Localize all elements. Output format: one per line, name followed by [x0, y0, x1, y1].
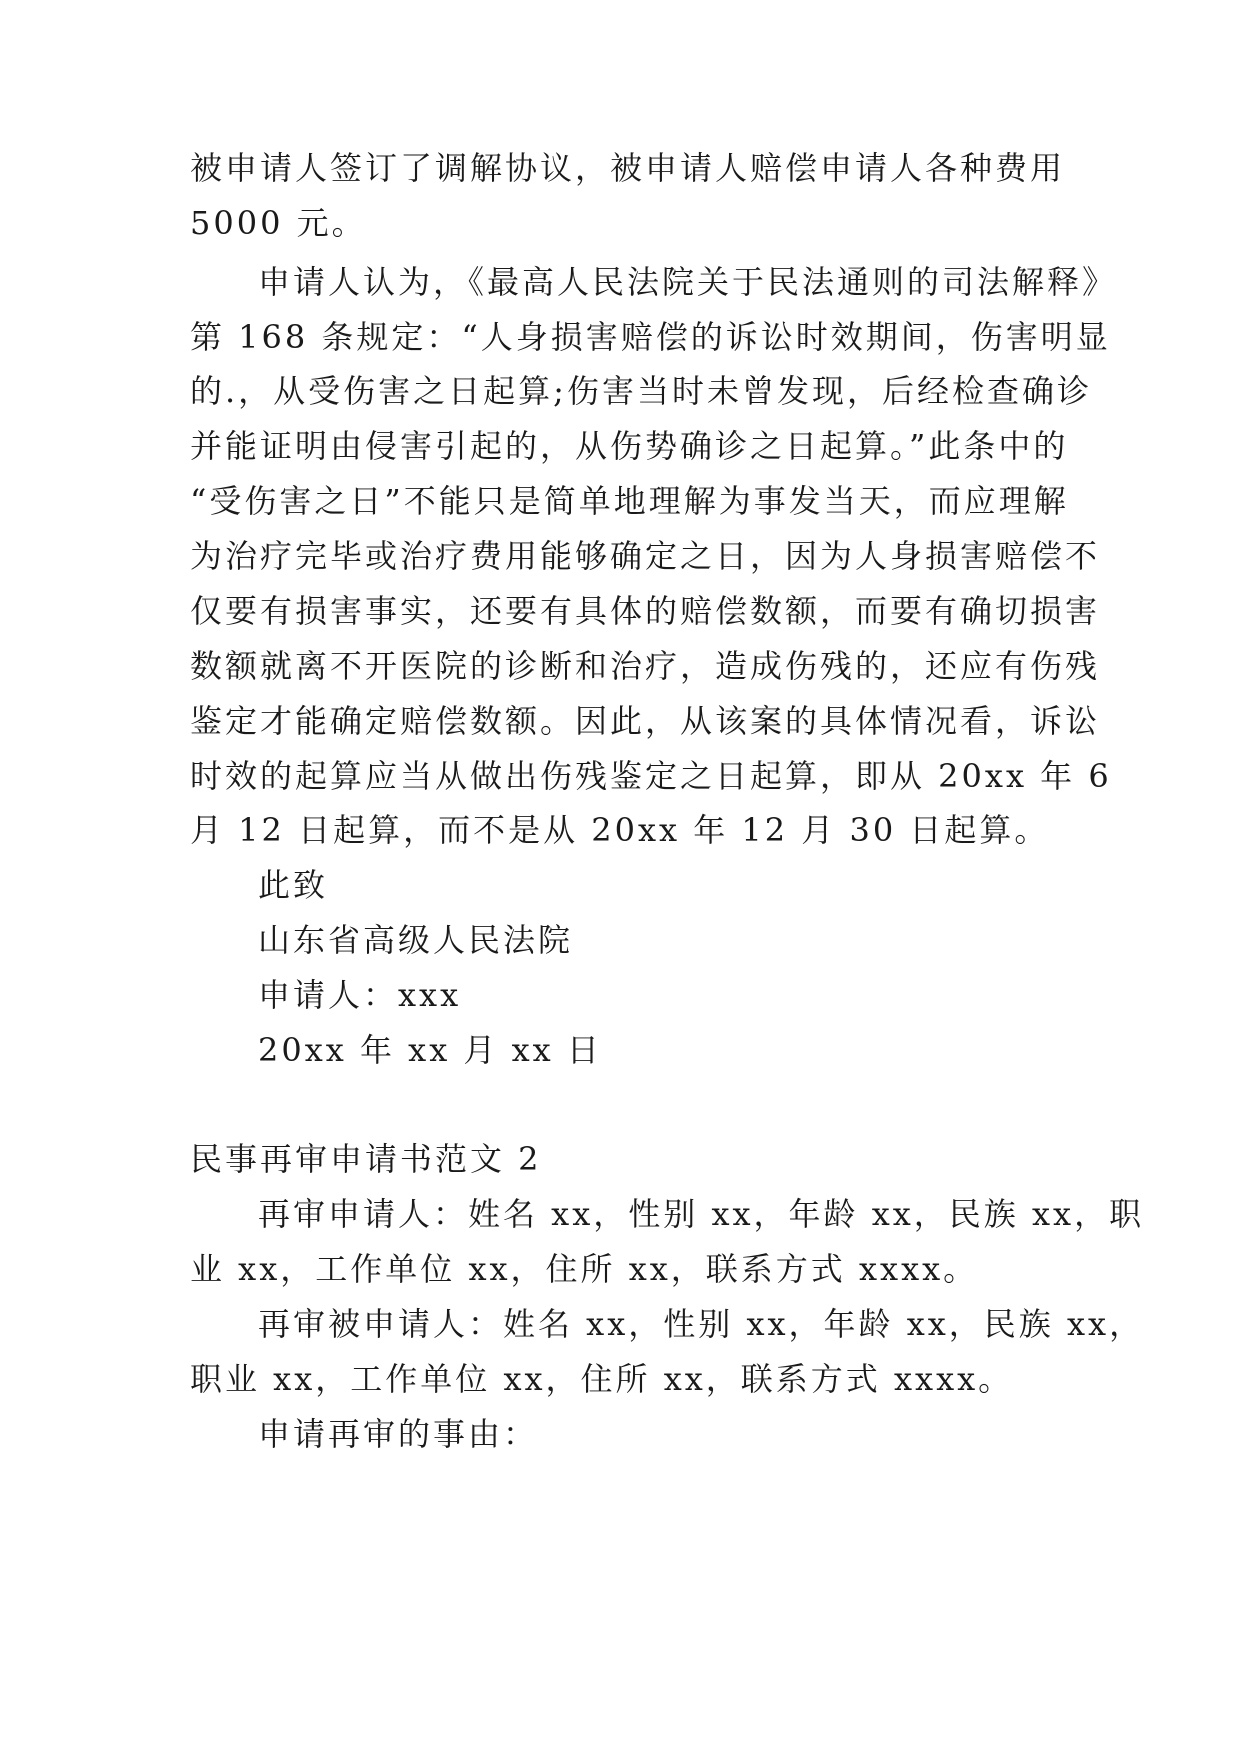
section-title: 民事再审申请书范文 2	[190, 1140, 542, 1178]
paragraph-line: 申请人认为，《最高人民法院关于民法通则的司法解释》	[258, 263, 1118, 301]
grounds-heading: 申请再审的事由：	[258, 1415, 539, 1453]
paragraph-line: 再审申请人：姓名 xx，性别 xx，年龄 xx，民族 xx，职	[258, 1195, 1145, 1233]
closing-applicant: 申请人：xxx	[258, 976, 462, 1014]
paragraph-line: 业 xx，工作单位 xx，住所 xx，联系方式 xxxx。	[190, 1250, 979, 1288]
paragraph-line: 鉴定才能确定赔偿数额。因此，从该案的具体情况看，诉讼	[190, 702, 1101, 740]
paragraph-line: 仅要有损害事实，还要有具体的赔偿数额，而要有确切损害	[190, 592, 1101, 630]
closing-date: 20xx 年 xx 月 xx 日	[258, 1031, 602, 1069]
paragraph-line: 为治疗完毕或治疗费用能够确定之日，因为人身损害赔偿不	[190, 537, 1101, 575]
closing-salutation: 此致	[258, 866, 329, 904]
paragraph-line: “受伤害之日”不能只是简单地理解为事发当天，而应理解	[190, 482, 1069, 520]
paragraph-line: 月 12 日起算，而不是从 20xx 年 12 月 30 日起算。	[190, 811, 1050, 849]
paragraph-line: 第 168 条规定：“人身损害赔偿的诉讼时效期间，伤害明显	[190, 318, 1111, 356]
closing-recipient: 山东省高级人民法院	[258, 921, 574, 959]
paragraph-line: 被申请人签订了调解协议，被申请人赔偿申请人各种费用	[190, 149, 1066, 187]
paragraph-line: 时效的起算应当从做出伤残鉴定之日起算，即从 20xx 年 6	[190, 757, 1112, 795]
paragraph-line: 职业 xx，工作单位 xx，住所 xx，联系方式 xxxx。	[190, 1360, 1014, 1398]
paragraph-line: 数额就离不开医院的诊断和治疗，造成伤残的，还应有伤残	[190, 647, 1101, 685]
paragraph-line: 的.，从受伤害之日起算;伤害当时未曾发现，后经检查确诊	[190, 372, 1092, 410]
paragraph-line: 并能证明由侵害引起的，从伤势确诊之日起算。”此条中的	[190, 427, 1069, 465]
paragraph-line: 再审被申请人：姓名 xx，性别 xx，年龄 xx，民族 xx，	[258, 1305, 1145, 1343]
paragraph-line: 5000 元。	[190, 204, 367, 242]
